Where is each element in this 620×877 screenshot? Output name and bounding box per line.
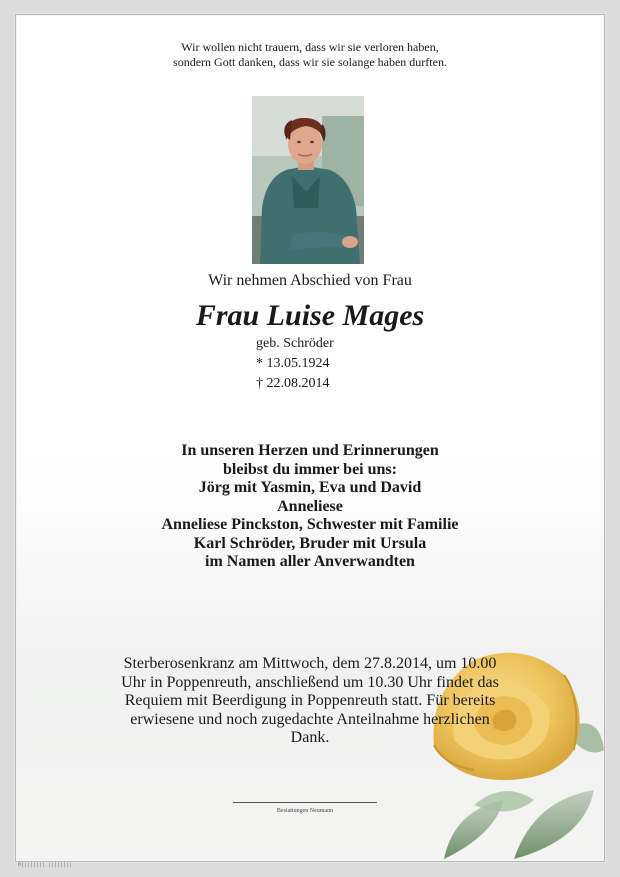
life-dates [256,334,334,394]
mourners-line: Jörg mit Yasmin, Eva und David [198,479,422,496]
announcement-line: Uhr in Poppenreuth, anschließend um 10.30 Uhr findet das [121,673,499,691]
funeral-home-credit: Bestattungen Neumann [276,808,334,814]
deceased-name: Frau Luise Mages [195,299,425,332]
file-id-barcode: 0|||||||| |||||||| [18,862,73,868]
announcement-line: Sterberosenkranz am Mittwoch, dem 27.8.2014, um 10.00 [123,655,497,672]
footer-divider [233,802,377,803]
mourners-line: im Namen aller Anverwandten [205,553,415,570]
quote-line-2: sondern Gott danken, dass wir sie solange haben durften. [173,55,447,69]
mourners-line: In unseren Herzen und Erinnerungen [181,442,439,459]
funeral-announcement [0,655,620,748]
mourners-line: Anneliese [277,497,343,515]
farewell-intro: Wir nehmen Abschied von Frau [208,272,412,289]
birth-date: * 13.05.1924 [256,356,330,371]
mourners-line: Anneliese Pinckston, Schwester mit Familie [161,516,459,533]
maiden-name: geb. Schröder [256,336,334,351]
death-date: † 22.08.2014 [256,376,330,391]
mourners-list [0,442,620,572]
announcement-line: Requiem mit Beerdigung in Poppenreuth statt. Für bereits [124,692,496,709]
announcement-line: Dank. [290,729,330,746]
announcement-line: erwiesene und noch zugedachte Anteilnahme herzlichen [130,710,490,728]
portrait-photo-icon [252,96,364,264]
quote-line-1: Wir wollen nicht trauern, dass wir sie verloren haben, [181,40,439,54]
memorial-quote [0,40,620,70]
mourners-line: bleibst du immer bei uns: [223,460,397,478]
mourners-line: Karl Schröder, Bruder mit Ursula [193,534,427,552]
